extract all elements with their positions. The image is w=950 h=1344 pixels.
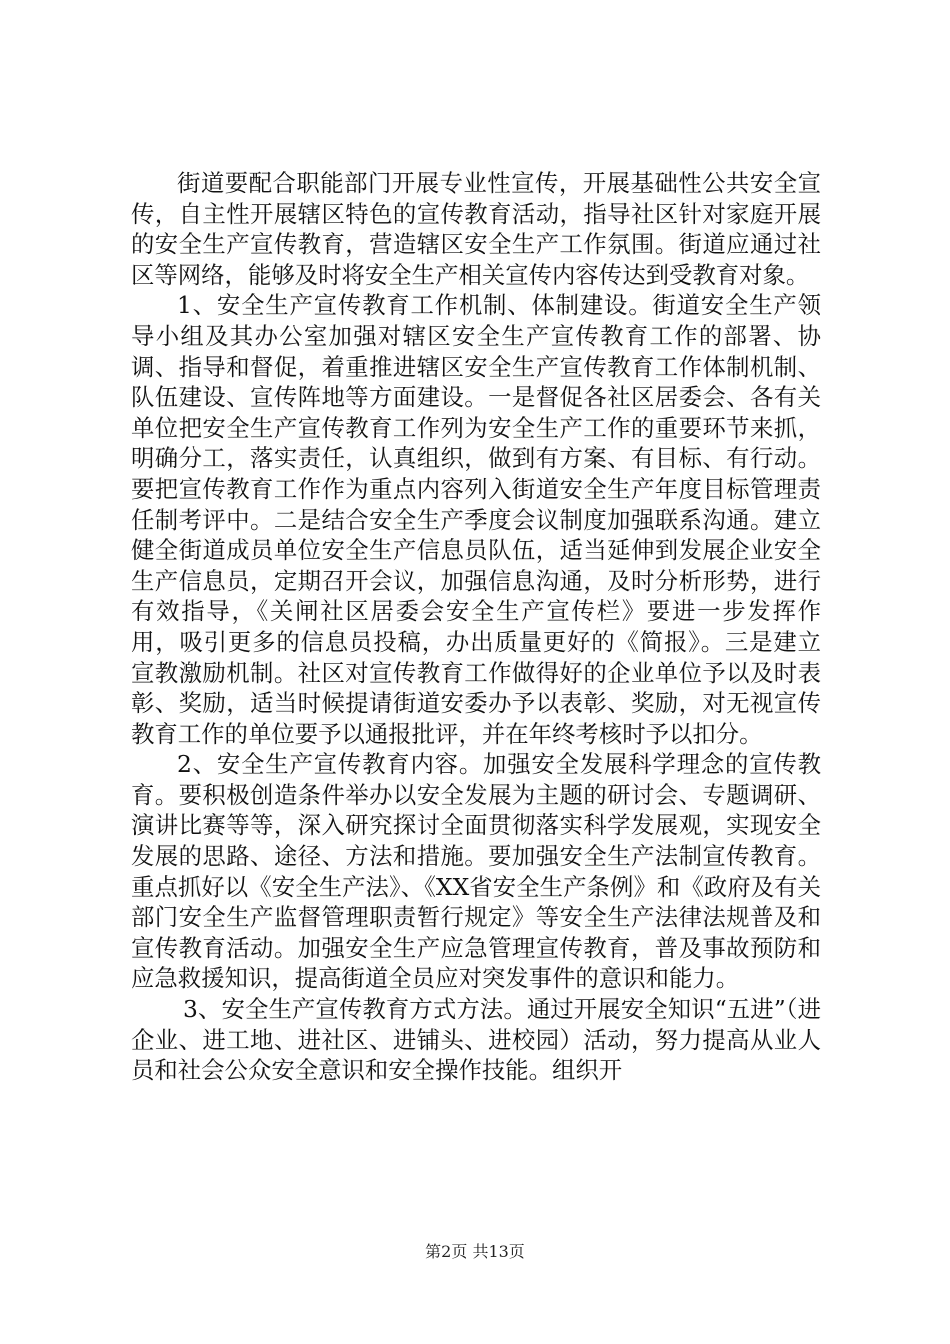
paragraph-section-2: 2、安全生产宣传教育内容。加强安全发展科学理念的宣传教育。要积极创造条件举办以安全发展为主题的研讨会、专题调研、演讲比赛等等，深入研究探讨全面贯彻落实科学发展观，实现安全发展的思路、途径、方法和措施。要加强安全生产法制宣传教育。重点抓好以《安全生产法》、《XX省安全生产条例》和《政府及有关部门安全生产监督管理职责暂行规定》等安全生产法律法规普及和宣传教育活动。加强安全生产应急管理宣传教育，普及事故预防和应急救援知识，提高街道全员应对突发事件的意识和能力。 <box>131 750 821 993</box>
paragraph-intro: 街道要配合职能部门开展专业性宣传，开展基础性公共安全宣传，自主性开展辖区特色的宣传教育活动，指导社区针对家庭开展的安全生产宣传教育，营造辖区安全生产工作氛围。街道应通过社区等网络，能够及时将安全生产相关宣传内容传达到受教育对象。 <box>131 169 821 289</box>
paragraph-section-3: 3、安全生产宣传教育方式方法。通过开展安全知识“五进”（进企业、进工地、进社区、进铺头、进校园）活动，努力提高从业人员和社会公众安全意识和安全操作技能。组织开 <box>131 995 821 1085</box>
document-body <box>131 168 821 1086</box>
paragraph-section-1: 1、安全生产宣传教育工作机制、体制建设。街道安全生产领导小组及其办公室加强对辖区安全生产宣传教育工作的部署、协调、指导和督促，着重推进辖区安全生产宣传教育工作体制机制、队伍建设、宣传阵地等方面建设。一是督促各社区居委会、各有关单位把安全生产宣传教育工作列为安全生产工作的重要环节来抓，明确分工，落实责任，认真组织，做到有方案、有目标、有行动。要把宣传教育工作作为重点内容列入街道安全生产年度目标管理责任制考评中。二是结合安全生产季度会议制度加强联系沟通。建立健全街道成员单位安全生产信息员队伍，适当延伸到发展企业安全生产信息员，定期召开会议，加强信息沟通，及时分析形势，进行有效指导，《关闸社区居委会安全生产宣传栏》要进一步发挥作用，吸引更多的信息员投稿，办出质量更好的《简报》。三是建立宣教激励机制。社区对宣传教育工作做得好的企业单位予以及时表彰、奖励，适当时候提请街道安委办予以表彰、奖励，对无视宣传教育工作的单位要予以通报批评，并在年终考核时予以扣分。 <box>131 291 821 748</box>
page-number-footer: 第2页 共13页 <box>425 1242 525 1261</box>
